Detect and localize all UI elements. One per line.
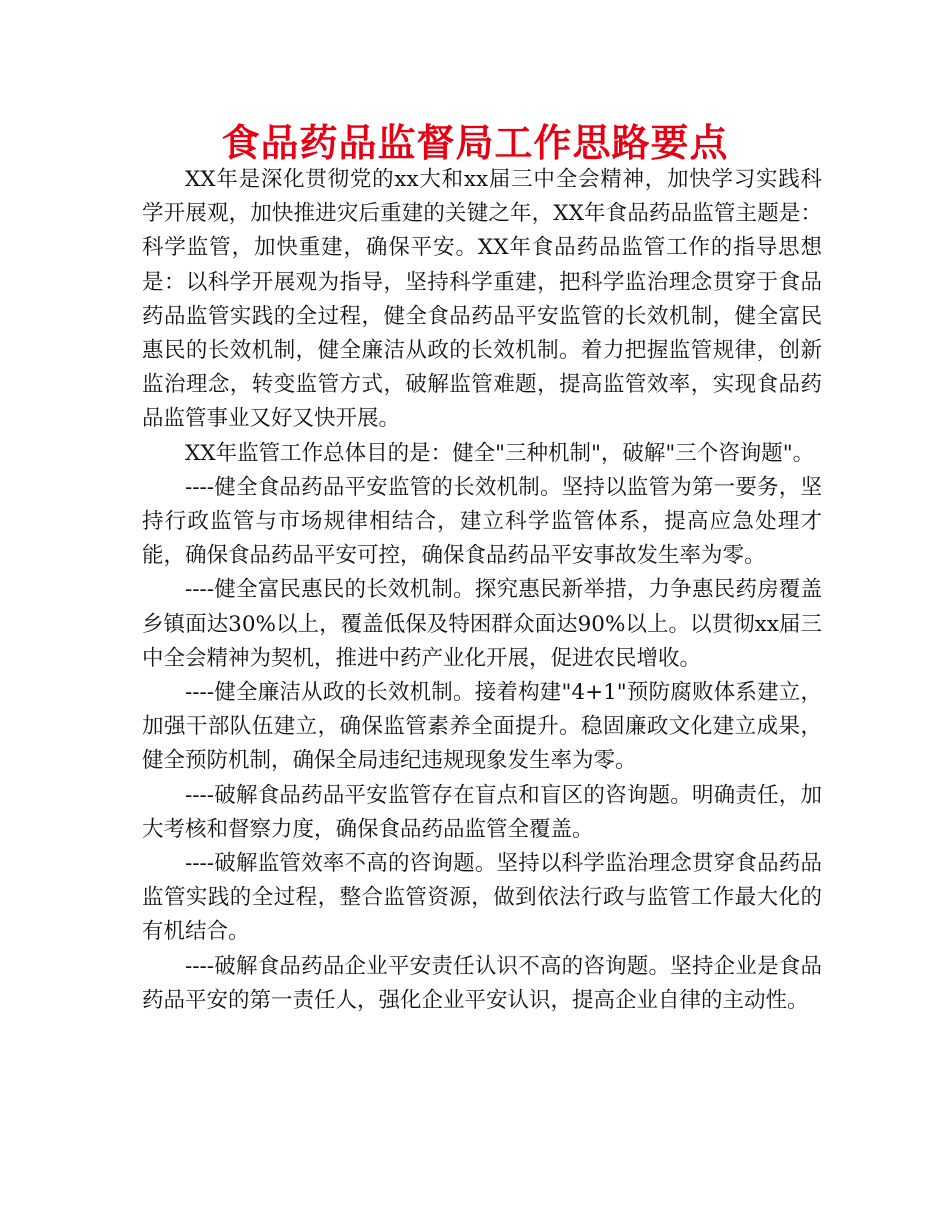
paragraph-integrity-mechanism: ----健全廉洁从政的长效机制。接着构建"4+1"预防腐败体系建立，加强干部队伍建立，确保监管素养全面提升。稳固廉政文化建立成果，健全预防机制，确保全局违纪违规现象发生率为零。 — [142, 680, 822, 774]
paragraph-intro: XX年是深化贯彻党的xx大和xx届三中全会精神，加快学习实践科学开展观，加快推进灾后重建的关键之年，XX年食品药品监管主题是：科学监管，加快重建，确保平安。XX年食品药品监管工作的指导思想是：以科学开展观为指导，坚持科学重建，把科学监治理念贯穿于食品药品监管实践的全过程，健全食品药品平安监管的长效机制，健全富民惠民的长效机制，健全廉洁从政的长效机制。着力把握监管规律，创新监治理念，转变监管方式，破解监管难题，提高监管效率，实现食品药品监管事业又好又快开展。 — [142, 167, 822, 432]
paragraph-efficiency-issue: ----破解监管效率不高的咨询题。坚持以科学监治理念贯穿食品药品监管实践的全过程，整合监管资源，做到依法行政与监管工作最大化的有机结合。 — [142, 851, 822, 945]
paragraph-enterprise-issue: ----破解食品药品企业平安责任认识不高的咨询题。坚持企业是食品药品平安的第一责任人，强化企业平安认识，提高企业自律的主动性。 — [142, 953, 822, 1013]
paragraph-benefit-mechanism: ----健全富民惠民的长效机制。探究惠民新举措，力争惠民药房覆盖乡镇面达30%以上，覆盖低保及特困群众面达90%以上。以贯彻xx届三中全会精神为契机，推进中药产业化开展，促进农民增收。 — [142, 577, 822, 671]
document-title: 食品药品监督局工作思路要点 — [221, 121, 729, 165]
paragraph-overall-goal: XX年监管工作总体目的是：健全"三种机制"，破解"三个咨询题"。 — [185, 440, 815, 466]
paragraph-safety-mechanism: ----健全食品药品平安监管的长效机制。坚持以监管为第一要务，坚持行政监管与市场规律相结合，建立科学监管体系，提高应急处理才能，确保食品药品平安可控，确保食品药品平安事故发生率为零。 — [142, 474, 822, 569]
paragraph-blind-spot-issue: ----破解食品药品平安监管存在盲点和盲区的咨询题。明确责任，加大考核和督察力度，确保食品药品监管全覆盖。 — [142, 782, 822, 842]
document-body — [142, 163, 822, 1018]
